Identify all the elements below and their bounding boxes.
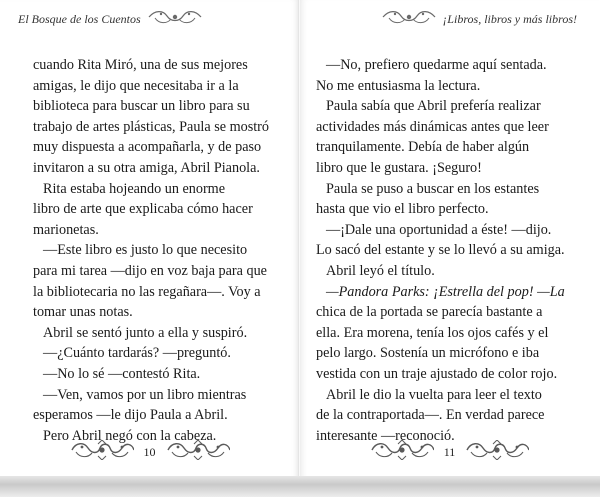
text-line: tranquilamente. Debía de haber algún bbox=[316, 139, 530, 156]
text-line: Pero Abril negó con la cabeza. bbox=[43, 427, 217, 444]
right-page bbox=[300, 0, 599, 482]
text-line: libro de arte que explicaba cómo hacer bbox=[33, 201, 253, 218]
text-line: —No lo sé —contestó Rita. bbox=[43, 365, 201, 382]
scroll-ornament-icon bbox=[370, 440, 434, 465]
text-line: tomar unas notas. bbox=[33, 304, 133, 321]
text-line: —Pandora Parks: ¡Estrella del pop! —La bbox=[326, 283, 565, 300]
flourish-ornament-icon bbox=[147, 8, 203, 30]
text-line: Paula sabía que Abril prefería realizar bbox=[326, 98, 541, 115]
page-number: 11 bbox=[443, 444, 456, 459]
text-line: Abril se sentó junto a ella y suspiró. bbox=[43, 324, 248, 341]
text-line: actividades más dinámicas antes que leer bbox=[316, 118, 549, 135]
text-line: vestida con un traje ajustado de color rojo. bbox=[316, 365, 558, 382]
text-line: cuando Rita Miró, una de sus mejores bbox=[33, 57, 248, 73]
text-line: Abril le dio la vuelta para leer el texto bbox=[326, 386, 542, 403]
text-line: —¿Cuánto tardarás? —preguntó. bbox=[43, 345, 231, 362]
flourish-ornament-icon bbox=[381, 8, 437, 30]
left-page bbox=[0, 0, 299, 482]
right-page-footer bbox=[300, 437, 599, 467]
left-page-text bbox=[33, 55, 285, 446]
text-line: esperamos —le dijo Paula a Abril. bbox=[33, 407, 228, 424]
text-line: invitaron a su otra amiga, Abril Pianola. bbox=[33, 159, 260, 176]
text-line: interesante —reconoció. bbox=[316, 427, 455, 444]
text-line: Rita estaba hojeando un enorme bbox=[43, 180, 226, 197]
scroll-ornament-icon bbox=[166, 440, 230, 465]
text-line: amigas, le dijo que necesitaba ir a la bbox=[33, 77, 239, 94]
text-line: —No, prefiero quedarme aquí sentada. bbox=[326, 57, 547, 73]
text-line: —Ven, vamos por un libro mientras bbox=[43, 386, 247, 403]
text-line: —Este libro es justo lo que necesito bbox=[43, 242, 248, 259]
scroll-ornament-icon bbox=[465, 440, 529, 465]
text-line: pelo largo. Sostenía un micrófono e iba bbox=[316, 345, 540, 362]
page-bottom-shadow bbox=[0, 476, 600, 497]
text-line: Abril leyó el título. bbox=[326, 262, 435, 279]
right-running-header bbox=[381, 8, 577, 30]
text-line: Lo sacó del estante y se lo llevó a su amiga. bbox=[316, 242, 565, 259]
text-line: muy dispuesta a acompañarla, y de paso bbox=[33, 139, 262, 156]
right-header-title: ¡Libros, libros y más libros! bbox=[442, 11, 577, 26]
text-line: No me entusiasma la lectura. bbox=[316, 77, 481, 94]
text-line: —¡Dale una oportunidad a éste! —dijo. bbox=[326, 221, 552, 238]
left-page-footer bbox=[0, 437, 299, 467]
left-header-title: El Bosque de los Cuentos bbox=[18, 11, 141, 26]
text-line: hasta que vio el libro perfecto. bbox=[316, 201, 489, 218]
text-line: trabajo de artes plásticas, Paula se mostró bbox=[33, 118, 269, 135]
text-line: de la contraportada—. En verdad parece bbox=[316, 407, 545, 424]
text-line: chica de la portada se parecía bastante a bbox=[316, 304, 543, 321]
text-line: la bibliotecaria no las regañara—. Voy a bbox=[33, 283, 261, 300]
text-line: Paula se puso a buscar en los estantes bbox=[326, 180, 540, 197]
text-line: ella. Era morena, tenía los ojos cafés y el bbox=[316, 324, 549, 341]
text-line: para mi tarea —dijo en voz baja para que bbox=[33, 262, 267, 279]
text-line: marionetas. bbox=[33, 221, 99, 238]
page-number: 10 bbox=[143, 444, 156, 459]
scroll-ornament-icon bbox=[70, 440, 134, 465]
text-line: biblioteca para buscar un libro para su bbox=[33, 98, 250, 115]
right-page-text bbox=[316, 55, 584, 446]
text-line: libro que le gustara. ¡Seguro! bbox=[316, 159, 482, 176]
left-running-header bbox=[18, 8, 203, 30]
